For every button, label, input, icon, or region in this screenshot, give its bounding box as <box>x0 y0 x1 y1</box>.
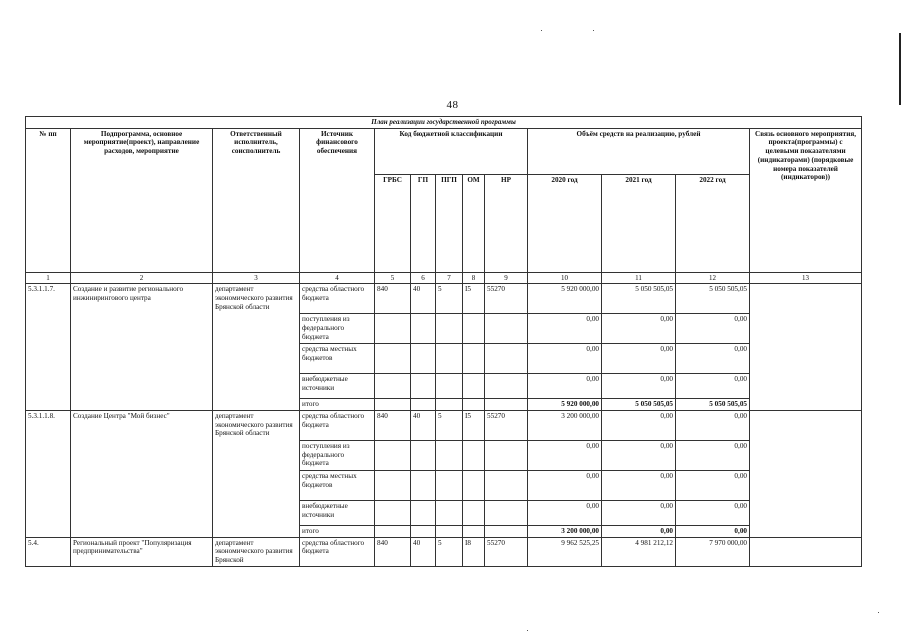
source-regional: средства областного бюджета <box>300 284 375 314</box>
value-2022: 0,00 <box>676 410 750 440</box>
code-nr: 55270 <box>485 284 528 314</box>
total-2020: 5 920 000,00 <box>528 399 602 411</box>
scan-speck <box>878 612 879 613</box>
source-local: средства местных бюджетов <box>300 344 375 374</box>
value-2022: 0,00 <box>676 314 750 344</box>
table-title: План реализации государственной программы <box>26 117 862 129</box>
value-2021: 0,00 <box>602 410 676 440</box>
value-2020: 0,00 <box>528 314 602 344</box>
header-grbs: ГРБС <box>375 174 411 272</box>
row-link <box>750 537 862 566</box>
source-offbudget: внебюджетные источники <box>300 500 375 525</box>
column-number: 3 <box>213 272 300 284</box>
code-nr: 55270 <box>485 537 528 566</box>
source-local: средства местных бюджетов <box>300 470 375 500</box>
header-kbk: Код бюджетной классификации <box>375 128 528 174</box>
header-row-main <box>26 128 862 174</box>
code-grbs: 840 <box>375 537 411 566</box>
row-name: Создание Центра "Мой бизнес" <box>71 410 213 537</box>
header-volume: Объём средств на реализацию, рублей <box>528 128 750 174</box>
row-executor: департамент экономического развития Брянской области <box>213 284 300 411</box>
row-num: 5.3.1.1.8. <box>26 410 71 537</box>
row-num: 5.4. <box>26 537 71 566</box>
total-2022: 0,00 <box>676 525 750 537</box>
row-name: Создание и развитие регионального инжинирингового центра <box>71 284 213 411</box>
value-2022: 5 050 505,05 <box>676 284 750 314</box>
header-source: Источник финансового обеспечения <box>300 128 375 272</box>
column-number: 11 <box>602 272 676 284</box>
column-number: 4 <box>300 272 375 284</box>
code-gp: 40 <box>411 284 436 314</box>
source-federal: поступления из федерального бюджета <box>300 314 375 344</box>
header-2021: 2021 год <box>602 174 676 272</box>
source-offbudget: внебюджетные источники <box>300 374 375 399</box>
column-number: 9 <box>485 272 528 284</box>
value-2020: 0,00 <box>528 470 602 500</box>
scan-edge-mark <box>899 33 901 105</box>
total-2022: 5 050 505,05 <box>676 399 750 411</box>
row-link <box>750 284 862 411</box>
column-number: 13 <box>750 272 862 284</box>
row-name: Региональный проект "Популяризация предпринимательства" <box>71 537 213 566</box>
value-2020: 0,00 <box>528 374 602 399</box>
column-number: 8 <box>463 272 485 284</box>
value-2020: 0,00 <box>528 344 602 374</box>
code-grbs: 840 <box>375 284 411 314</box>
row-link <box>750 410 862 537</box>
code-om: I5 <box>463 284 485 314</box>
scan-speck <box>541 30 542 31</box>
header-executor: Ответственный исполнитель, соисполнитель <box>213 128 300 272</box>
total-2020: 3 200 000,00 <box>528 525 602 537</box>
code-pgp: 5 <box>436 410 463 440</box>
total-2021: 0,00 <box>602 525 676 537</box>
table-title-row <box>26 117 862 129</box>
scan-speck <box>593 30 594 31</box>
column-number: 7 <box>436 272 463 284</box>
value-2021: 4 981 212,12 <box>602 537 676 566</box>
row-executor: департамент экономического развития Брянской <box>213 537 300 566</box>
header-om: ОМ <box>463 174 485 272</box>
value-2022: 0,00 <box>676 440 750 470</box>
source-total: итого <box>300 525 375 537</box>
column-number: 6 <box>411 272 436 284</box>
code-gp: 40 <box>411 410 436 440</box>
code-pgp: 5 <box>436 537 463 566</box>
column-number: 12 <box>676 272 750 284</box>
code-om: I8 <box>463 537 485 566</box>
value-2020: 3 200 000,00 <box>528 410 602 440</box>
code-pgp: 5 <box>436 284 463 314</box>
code-grbs: 840 <box>375 410 411 440</box>
value-2021: 0,00 <box>602 374 676 399</box>
table-row <box>26 410 862 440</box>
header-gp: ГП <box>411 174 436 272</box>
header-link: Связь основного мероприятия, проекта(программы) с целевыми показателями (индикаторами) (порядковые номера показателей (индикаторов)) <box>750 128 862 272</box>
code-gp: 40 <box>411 537 436 566</box>
value-2022: 0,00 <box>676 344 750 374</box>
header-nr: НР <box>485 174 528 272</box>
value-2021: 0,00 <box>602 440 676 470</box>
value-2020: 5 920 000,00 <box>528 284 602 314</box>
header-num: № пп <box>26 128 71 272</box>
row-num: 5.3.1.1.7. <box>26 284 71 411</box>
source-regional: средства областного бюджета <box>300 537 375 566</box>
page-number: 48 <box>446 99 459 111</box>
value-2021: 0,00 <box>602 344 676 374</box>
value-2021: 0,00 <box>602 500 676 525</box>
table-row <box>26 284 862 314</box>
value-2021: 0,00 <box>602 470 676 500</box>
code-nr: 55270 <box>485 410 528 440</box>
program-plan-table <box>25 116 862 567</box>
header-2022: 2022 год <box>676 174 750 272</box>
value-2022: 7 970 000,00 <box>676 537 750 566</box>
value-2021: 0,00 <box>602 314 676 344</box>
value-2022: 0,00 <box>676 374 750 399</box>
value-2022: 0,00 <box>676 500 750 525</box>
value-2022: 0,00 <box>676 470 750 500</box>
header-name: Подпрограмма, основное мероприятие(проект), направление расходов, мероприятие <box>71 128 213 272</box>
column-number: 1 <box>26 272 71 284</box>
column-number: 2 <box>71 272 213 284</box>
value-2020: 0,00 <box>528 440 602 470</box>
source-total: итого <box>300 399 375 411</box>
source-regional: средства областного бюджета <box>300 410 375 440</box>
code-om: I5 <box>463 410 485 440</box>
value-2020: 0,00 <box>528 500 602 525</box>
scan-speck <box>527 630 528 631</box>
source-federal: поступления из федерального бюджета <box>300 440 375 470</box>
total-2021: 5 050 505,05 <box>602 399 676 411</box>
column-number: 5 <box>375 272 411 284</box>
column-number: 10 <box>528 272 602 284</box>
table-row <box>26 537 862 566</box>
value-2020: 9 962 525,25 <box>528 537 602 566</box>
header-pgp: ПГП <box>436 174 463 272</box>
row-executor: департамент экономического развития Брянской области <box>213 410 300 537</box>
value-2021: 5 050 505,05 <box>602 284 676 314</box>
column-number-row <box>26 272 862 284</box>
header-2020: 2020 год <box>528 174 602 272</box>
